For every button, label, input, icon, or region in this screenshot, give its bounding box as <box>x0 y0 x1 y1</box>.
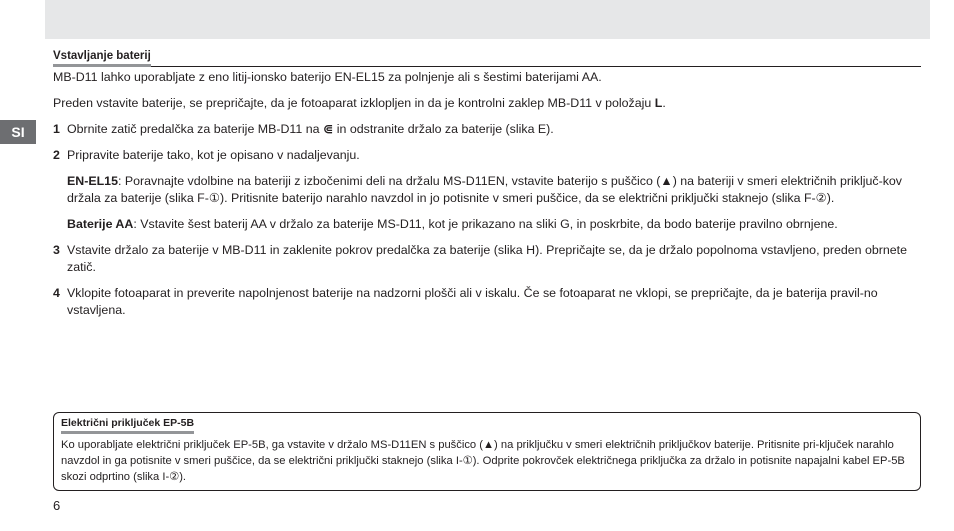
lock-position-label: L <box>654 96 663 110</box>
note-title: Električni priključek EP-5B <box>61 417 913 434</box>
sub-en-el15: EN-EL15: Poravnajte vdolbine na bateriji z izbočenimi deli na držalu MS-D11EN, vstavite baterijo s puščico (▲) na bateriji v smeri električnih priključ-kov držala za baterije (slika F-①). Pritisnite baterijo narahlo navzdol in jo potisnite v smeri puščice, da se električni priključki staknejo (slika F-②). <box>67 174 902 205</box>
unlock-symbol-icon: ⋐ <box>322 122 334 136</box>
sub-label: EN-EL15 <box>67 174 118 188</box>
step-3: 3 Vstavite držalo za baterije v MB-D11 in zaklenite pokrov predalčka za baterije (slika H). Prepričajte se, da je držalo popolnoma vstavljeno, preden obrnete zatič. <box>53 243 908 274</box>
sub-label: Baterije AA <box>67 217 134 231</box>
step-number: 4 <box>53 286 60 300</box>
intro-paragraph: MB-D11 lahko uporabljate z eno litij-ionsko baterijo EN-EL15 za polnjenje ali s šestimi baterijami AA. <box>53 70 602 84</box>
section-title: Vstavljanje baterij <box>53 49 921 67</box>
step-2: 2 Pripravite baterije tako, kot je opisano v nadaljevanju. <box>53 148 360 162</box>
step-1: 1 Obrnite zatič predalčka za baterije MB-D11 na ⋐ in odstranite držalo za baterije (slika E). <box>53 122 554 136</box>
language-tab: SI <box>0 120 36 144</box>
step-number: 2 <box>53 148 60 162</box>
page-number: 6 <box>53 498 61 513</box>
precaution-paragraph: Preden vstavite baterije, se prepričajte, da je fotoaparat izklopljen in da je kontrolni zaklep MB-D11 v položaju L. <box>53 96 666 110</box>
sub-aa: Baterije AA: Vstavite šest baterij AA v držalo za baterije MS-D11, kot je prikazano na sliki G, in poskrbite, da bodo baterije pravilno obrnjene. <box>67 217 838 231</box>
main-content <box>53 49 921 319</box>
step-number: 3 <box>53 243 60 257</box>
note-box <box>53 412 921 491</box>
step-number: 1 <box>53 122 60 136</box>
step-4: 4 Vklopite fotoaparat in preverite napolnjenost baterije na nadzorni plošči ali v iskalu. Če se fotoaparat ne vklopi, se prepričajte, da je baterija pravil-no vstavljena. <box>53 286 878 317</box>
note-text: Ko uporabljate električni priključek EP-5B, ga vstavite v držalo MS-D11EN s puščico (▲) na priključku v smeri električnih priključkov baterije. Pritisnite pri-ključek narahlo navzdol in ga potisnite v smeri puščice, da se električni priključki staknejo (slika I-①). Odprite pokrovček električnega priključka za držalo in potisnite napajalni kabel EP-5B skozi odprtino (slika I-②). <box>61 439 905 483</box>
header-band <box>45 0 930 39</box>
